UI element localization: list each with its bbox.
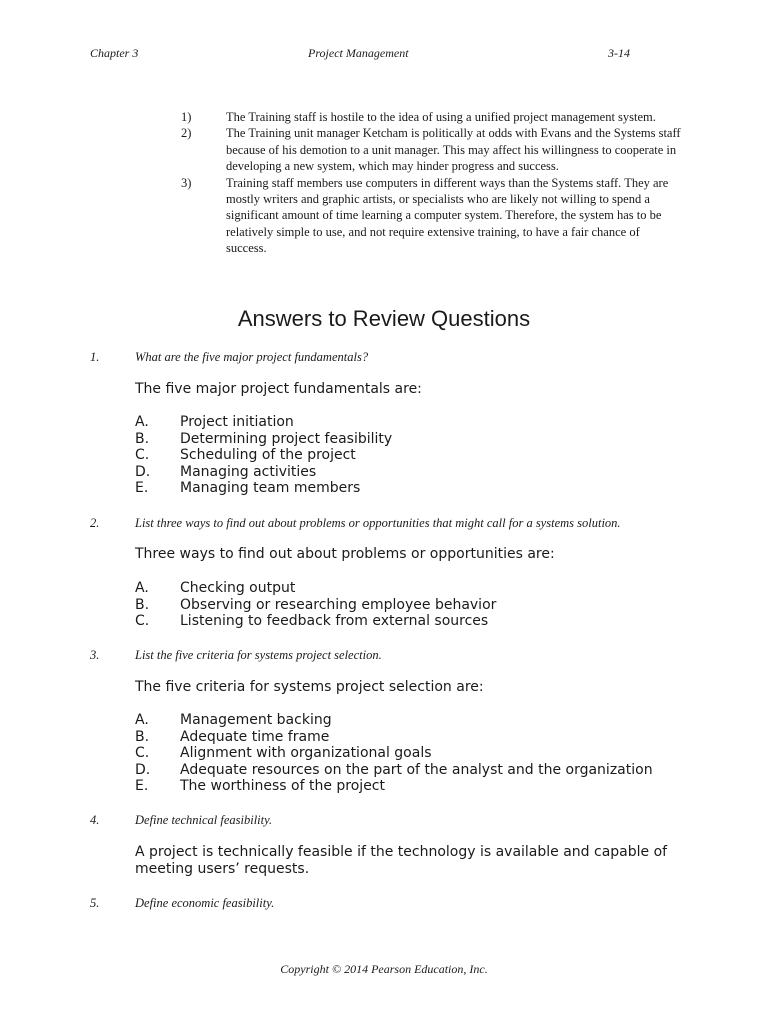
- answer-letter: D.: [135, 463, 151, 480]
- answer-text: Observing or researching employee behavior: [180, 596, 497, 613]
- intro-numbered-list: [0, 109, 768, 257]
- question-number: 4.: [90, 813, 100, 827]
- answer-list: [135, 414, 768, 497]
- intro-list-item: [0, 125, 768, 174]
- review-question-5: [0, 893, 768, 913]
- answer-letter: A.: [135, 712, 149, 728]
- answer-letter: B.: [135, 596, 150, 613]
- page-footer-copyright: Copyright © 2014 Pearson Education, Inc.: [280, 962, 488, 976]
- question-number: 1.: [90, 350, 100, 364]
- review-question-1: [0, 347, 768, 497]
- question-text: Define technical feasibility.: [135, 813, 273, 827]
- answer-text: Scheduling of the project: [180, 447, 356, 464]
- intro-item-number: 3): [181, 175, 192, 190]
- answer-item: [135, 729, 768, 746]
- answer-text: Adequate resources on the part of the analyst and the organization: [180, 761, 653, 778]
- question-row: [0, 893, 768, 913]
- intro-list-item: [0, 109, 768, 125]
- answer-item: [135, 480, 768, 497]
- question-number: 2.: [90, 516, 100, 530]
- question-text: Define economic feasibility.: [135, 896, 275, 910]
- question-row: [0, 645, 768, 665]
- answer-letter: B.: [135, 728, 150, 745]
- intro-item-text: Training staff members use computers in different ways than the Systems staff. They are mostly writers and graphic artists, or specialists who are likely not willing to spend a significant amount of time learning a computer system. Therefore, the system has to be relatively simple to use, and not require extensive training, to have a fair chance of success.: [226, 175, 669, 256]
- review-question-2: [0, 513, 768, 630]
- answer-item: [135, 778, 768, 795]
- question-number: 5.: [90, 896, 100, 910]
- answer-text: Adequate time frame: [180, 728, 330, 745]
- answer-intro: The five major project fundamentals are:: [135, 381, 422, 397]
- answer-letter: C.: [135, 447, 150, 464]
- answer-text: Checking output: [180, 580, 296, 596]
- answer-letter: B.: [135, 430, 150, 447]
- answer-letter: E.: [135, 778, 149, 795]
- intro-item-number: 1): [181, 110, 192, 124]
- answer-letter: E.: [135, 480, 149, 497]
- header-chapter: Chapter 3: [90, 46, 139, 60]
- answer-text: Alignment with organizational goals: [180, 745, 432, 762]
- answer-list: [135, 580, 768, 630]
- answer-text: Project initiation: [180, 414, 294, 430]
- answer-list: [135, 712, 768, 795]
- review-question-4: [0, 810, 768, 878]
- question-text: What are the five major project fundamentals?: [135, 350, 369, 364]
- answer-item: [135, 414, 768, 431]
- answer-letter: C.: [135, 745, 150, 762]
- section-heading: Answers to Review Questions: [237, 306, 531, 331]
- intro-item-number: 2): [181, 126, 192, 141]
- answer-letter: A.: [135, 580, 149, 596]
- answer-item: [135, 712, 768, 729]
- question-row: [0, 513, 768, 533]
- answer-text: The worthiness of the project: [180, 778, 385, 795]
- answer-text: Managing activities: [180, 463, 317, 480]
- answer-letter: A.: [135, 414, 149, 430]
- question-row: [0, 347, 768, 367]
- answer-letter: D.: [135, 761, 151, 778]
- answer-item: [135, 447, 768, 464]
- answer-text: Determining project feasibility: [180, 430, 393, 447]
- answer-intro: Three ways to find out about problems or opportunities are:: [135, 546, 555, 562]
- intro-list-item: [0, 175, 768, 257]
- answer-item: [135, 613, 768, 630]
- answer-letter: C.: [135, 613, 150, 630]
- header-page-number: 3-14: [608, 46, 630, 60]
- answer-text: Management backing: [180, 712, 332, 728]
- answer-item: [135, 762, 768, 779]
- intro-item-text: The Training staff is hostile to the idea of using a unified project management system.: [226, 110, 656, 124]
- answer-item: [135, 464, 768, 481]
- answer-item: [135, 745, 768, 762]
- answer-text: Listening to feedback from external sources: [180, 613, 489, 630]
- answer-item: [135, 597, 768, 614]
- intro-item-text: The Training unit manager Ketcham is politically at odds with Evans and the Systems staff because of his demotion to a unit manager. This may affect his willingness to cooperate in developing a new system, which may hinder progress and success.: [226, 126, 681, 174]
- header-title: Project Management: [308, 46, 409, 60]
- review-question-3: [0, 645, 768, 795]
- running-header: [0, 46, 768, 64]
- answer-item: [135, 580, 768, 597]
- answer-item: [135, 431, 768, 448]
- answer-intro: The five criteria for systems project selection are:: [135, 679, 484, 695]
- answer-text: A project is technically feasible if the technology is available and capable of meeting users’ requests.: [135, 844, 668, 877]
- question-number: 3.: [90, 648, 100, 662]
- question-text: List the five criteria for systems project selection.: [135, 648, 382, 662]
- question-text: List three ways to find out about problems or opportunities that might call for a systems solution.: [135, 516, 621, 530]
- question-row: [0, 810, 768, 830]
- answer-text: Managing team members: [180, 480, 361, 497]
